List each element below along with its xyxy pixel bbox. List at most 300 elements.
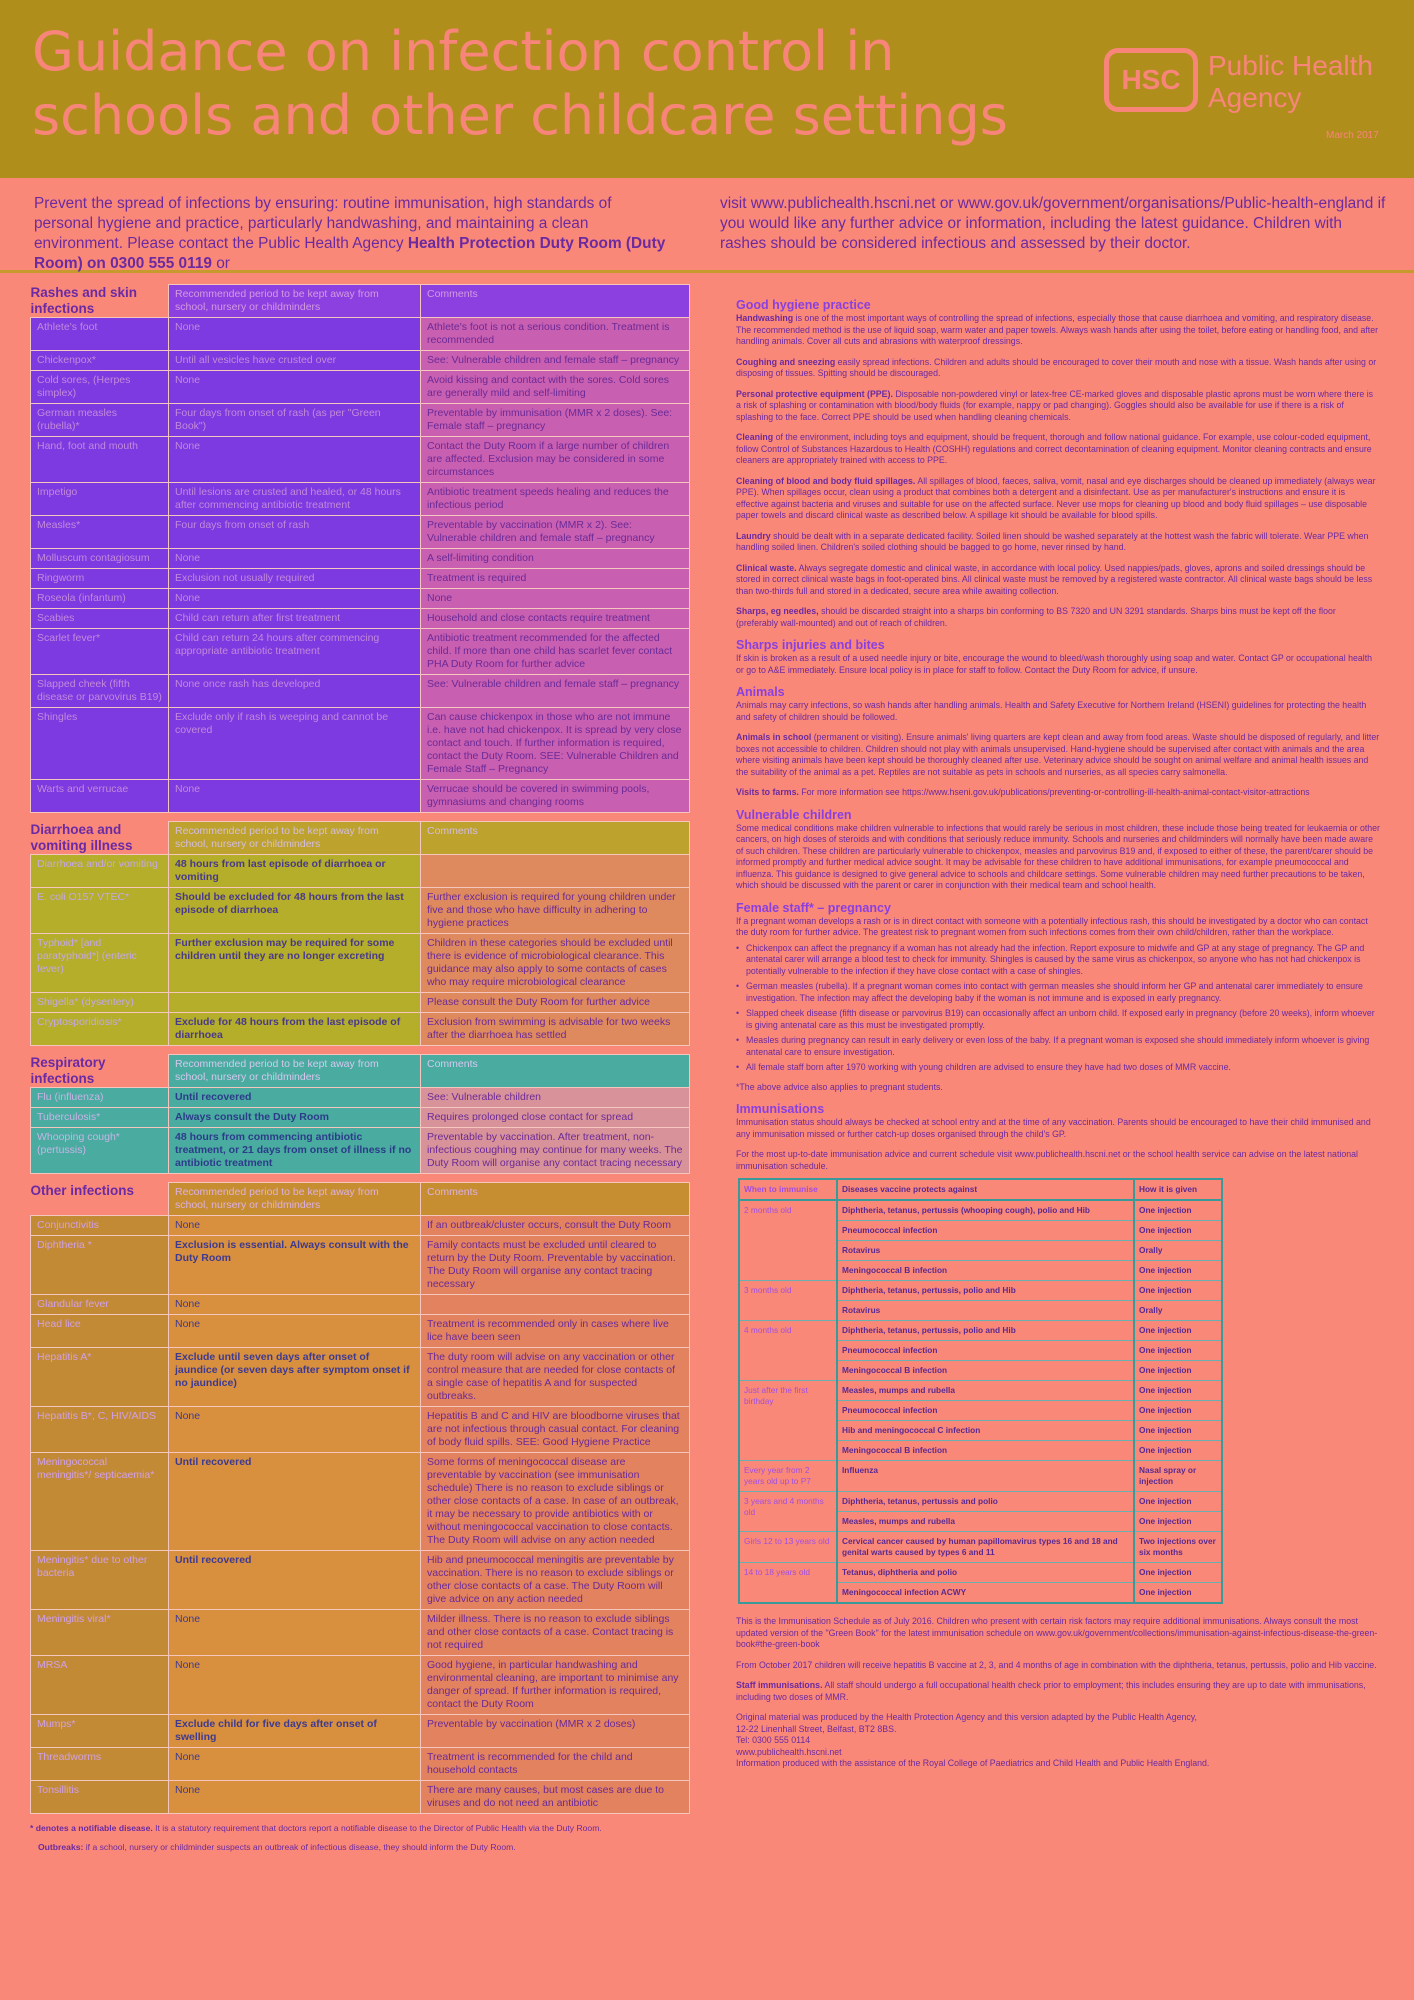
hsc-logo <box>1104 48 1384 124</box>
exclusion-period: None <box>169 1748 421 1781</box>
immunisation-row <box>739 1461 1222 1492</box>
column-header-comments: Comments <box>421 1055 690 1088</box>
infection-name: Cryptosporidiosis* <box>31 1013 169 1046</box>
header-banner <box>0 0 1414 178</box>
exclusion-period: None <box>169 589 421 609</box>
infection-name: Hand, foot and mouth <box>31 437 169 483</box>
pregnancy-bullet: • Slapped cheek disease (fifth disease or parvovirus B19) can occasionally affect an unborn child. If exposed early in pregnancy (before 20 weeks), inform whoever is giving antenatal care as this must be investigated promptly. <box>736 1008 1380 1031</box>
hygiene-paragraph <box>736 606 1380 629</box>
agency-name-line-2: Agency <box>1208 82 1302 113</box>
table-row <box>31 1295 690 1315</box>
exclusion-period: 48 hours from last episode of diarrhoea or vomiting <box>169 855 421 888</box>
vaccine-diseases: Diphtheria, tetanus, pertussis, polio and Hib <box>837 1321 1134 1341</box>
column-header-exclusion: Recommended period to be kept away from school, nursery or childminders <box>169 822 421 855</box>
table-row <box>31 1453 690 1551</box>
exclusion-period: None <box>169 1610 421 1656</box>
hygiene-paragraph-text: should be dealt with in a separate dedicated facility. Soiled linen should be washed separately at the hottest wash the fabric will tolerate. Wear PPE when handling soiled linen. Children's soiled clothing should be bagged to go home, never rinsed by hand. <box>736 530 1369 552</box>
infection-name: Meningitis viral* <box>31 1610 169 1656</box>
hygiene-paragraph-bold: Cleaning <box>736 432 774 442</box>
exclusion-period: None <box>169 549 421 569</box>
immunisation-age: Every year from 2 years old up to P7 <box>739 1461 837 1492</box>
exclusion-period: Until all vesicles have crusted over <box>169 351 421 371</box>
infection-name: Roseola (infantum) <box>31 589 169 609</box>
infection-name: Cold sores, (Herpes simplex) <box>31 371 169 404</box>
credits-line: Tel: 0300 555 0114 <box>736 1735 811 1745</box>
farm-visits-paragraph-bold: Visits to farms. <box>736 787 799 797</box>
table-row <box>31 1128 690 1174</box>
vaccine-diseases: Rotavirus <box>837 1241 1134 1261</box>
comments: See: Vulnerable children and female staff – pregnancy <box>421 351 690 371</box>
immunisation-age: 3 years and 4 months old <box>739 1492 837 1532</box>
infection-name: Shingles <box>31 708 169 780</box>
header-diseases: Diseases vaccine protects against <box>837 1179 1134 1200</box>
staff-immunisations-paragraph <box>736 1680 1380 1703</box>
comments: None <box>421 589 690 609</box>
comments: Preventable by vaccination. After treatment, non-infectious coughing may continue for many weeks. The Duty Room will organise any contact tracing necessary <box>421 1128 690 1174</box>
exclusion-period <box>169 993 421 1013</box>
vulnerable-children-paragraph <box>736 823 1380 892</box>
infection-name: Scarlet fever* <box>31 629 169 675</box>
infection-name: MRSA <box>31 1656 169 1715</box>
comments: Please consult the Duty Room for further advice <box>421 993 690 1013</box>
exclusion-period: Child can return after first treatment <box>169 609 421 629</box>
exclusion-period: Should be excluded for 48 hours from the last episode of diarrhoea <box>169 888 421 934</box>
infection-section <box>30 1182 690 1814</box>
infection-name: Hepatitis B*, C, HIV/AIDS <box>31 1407 169 1453</box>
column-header-exclusion: Recommended period to be kept away from school, nursery or childminders <box>169 285 421 318</box>
section-title: Rashes and skin infections <box>30 284 138 316</box>
hygiene-paragraph <box>736 531 1380 554</box>
comments: Household and close contacts require treatment <box>421 609 690 629</box>
comments: Exclusion from swimming is advisable for two weeks after the diarrhoea has settled <box>421 1013 690 1046</box>
table-row <box>31 780 690 813</box>
intro-text: Prevent the spread of infections by ensuring: routine immunisation, high standards of personal hygiene and practice, particularly handwashing, and maintaining a clean environment. Please contact the Public Health Agency <box>34 195 612 252</box>
infection-name: Flu (influenza) <box>31 1088 169 1108</box>
exclusion-period: Four days from onset of rash (as per "Green Book") <box>169 404 421 437</box>
vaccine-method: One injection <box>1134 1441 1222 1461</box>
infection-name: Warts and verrucae <box>31 780 169 813</box>
infection-name: Slapped cheek (fifth disease or parvovirus B19) <box>31 675 169 708</box>
exclusion-period: Until lesions are crusted and healed, or 48 hours after commencing antibiotic treatment <box>169 483 421 516</box>
hygiene-paragraph-text: All spillages of blood, faeces, saliva, vomit, nasal and eye discharges should be cleaned up immediately (always wear PPE). When spillages occur, clean using a product that combines both a detergent and a disinfectant. Use as per manufacturer's instructions and ensure it is effective against bacteria and viruses and suitable for use on the affected surface. Never use mops for cleaning up blood and body fluid spillages – use disposable paper towels and discard clinical waste as described below. A spillage kit should be available for blood spills. <box>736 475 1376 520</box>
hygiene-paragraph <box>736 476 1380 522</box>
animals-in-school-paragraph <box>736 732 1380 778</box>
vulnerable-children-paragraph-text: Some medical conditions make children vulnerable to infections that would rarely be serious in most children, these include those being treated for leukaemia or other cancers, on high doses of steroids and with conditions that seriously reduce immunity. Schools and nurseries and childminders will normally have been made aware of such children. These children are particularly vulnerable to chickenpox, measles and parvovirus B19 and, if exposed to either of these, the parent/carer should be informed promptly and further medical advice sought. It may be advisable for these children to have additional immunisations, for example pneumococcal and influenza. This guidance is designed to give general advice to schools and childcare settings. Some vulnerable children may need further precautions to be taken, which should be discussed with the parent or carer in conjunction with their medical team and school health. <box>736 822 1380 890</box>
animals-paragraph-text: Animals may carry infections, so wash hands after handling animals. Health and Safety Executive for Northern Ireland (HSENI) guidelines for protecting the health and safety of children should be followed. <box>736 700 1367 722</box>
table-row <box>31 629 690 675</box>
staff-immunisations-paragraph-text: All staff should undergo a full occupational health check prior to employment; this includes ensuring they are up to date with immunisations, including two doses of MMR. <box>736 1680 1366 1702</box>
exclusion-period: Exclude until seven days after onset of jaundice (or seven days after symptom onset if no jaundice) <box>169 1348 421 1407</box>
table-row <box>31 569 690 589</box>
hygiene-paragraph-text: of the environment, including toys and equipment, should be frequent, thorough and follow national guidance. For example, use colour-coded equipment, follow Control of Substances Hazardous to Health (COSHH) regulations and correct decontamination of cleaning equipment. Monitor cleaning contracts and ensure cleaners are appropriately trained with access to PPE. <box>736 432 1372 465</box>
comments: See: Vulnerable children <box>421 1088 690 1108</box>
table-row <box>31 1315 690 1348</box>
exclusion-period: Exclusion not usually required <box>169 569 421 589</box>
agency-name-line-1: Public Health <box>1208 50 1373 81</box>
vaccine-method: One injection <box>1134 1583 1222 1604</box>
table-header-row <box>31 285 690 318</box>
immunisation-table <box>738 1178 1223 1604</box>
comments: There are many causes, but most cases are due to viruses and do not need an antibiotic <box>421 1781 690 1814</box>
vaccine-method: Orally <box>1134 1241 1222 1261</box>
table-row <box>31 993 690 1013</box>
vaccine-method: One injection <box>1134 1512 1222 1532</box>
farm-visits-paragraph <box>736 787 1380 799</box>
table-row <box>31 1348 690 1407</box>
immunisation-age: 3 months old <box>739 1281 837 1321</box>
comments: Milder illness. There is no reason to exclude siblings and other close contacts of a case. Contact tracing is not required <box>421 1610 690 1656</box>
section-title: Respiratory infections <box>30 1054 106 1086</box>
animals-paragraph <box>736 700 1380 723</box>
credits-line: www.publichealth.hscni.net <box>736 1746 842 1757</box>
immunisation-age: 4 months old <box>739 1321 837 1381</box>
comments: Treatment is recommended for the child and household contacts <box>421 1748 690 1781</box>
comments: Treatment is required <box>421 569 690 589</box>
infection-name: Scabies <box>31 609 169 629</box>
heading-sharps: Sharps injuries and bites <box>736 638 885 652</box>
column-header-comments: Comments <box>421 822 690 855</box>
vaccine-method: One injection <box>1134 1563 1222 1583</box>
hygiene-paragraph <box>736 389 1380 424</box>
infection-tables <box>30 284 690 1854</box>
hygiene-paragraph-bold: Sharps, eg needles, <box>736 606 819 616</box>
vaccine-diseases: Hib and meningococcal C infection <box>837 1421 1134 1441</box>
comments: Can cause chickenpox in those who are not immune i.e. have not had chickenpox. It is spread by very close contact and touch. If further information is required, contact the Duty Room. SEE: Vulnerable Children and Female Staff – Pregnancy <box>421 708 690 780</box>
comments: A self-limiting condition <box>421 549 690 569</box>
hygiene-paragraph-text: is one of the most important ways of controlling the spread of infections, especially those that cause diarrhoea and vomiting, and respiratory disease. The recommended method is the use of liquid soap, warm water and paper towels. Always wash hands after using the toilet, before eating or handling food, and after handling animals. Cover all cuts and abrasions with waterproof dressings. <box>736 313 1379 346</box>
exclusion-period: Exclude child for five days after onset of swelling <box>169 1715 421 1748</box>
exclusion-period: None once rash has developed <box>169 675 421 708</box>
title-line-2: schools and other childcare settings <box>32 84 1008 147</box>
vaccine-method: One injection <box>1134 1381 1222 1401</box>
table-row <box>31 855 690 888</box>
immunisation-age: 2 months old <box>739 1200 837 1281</box>
table-row <box>31 1216 690 1236</box>
vaccine-method: One injection <box>1134 1321 1222 1341</box>
exclusion-period: Until recovered <box>169 1088 421 1108</box>
exclusion-period: Always consult the Duty Room <box>169 1108 421 1128</box>
infection-name: German measles (rubella)* <box>31 404 169 437</box>
publication-date: March 2017 <box>1326 130 1379 141</box>
hygiene-paragraph-bold: Personal protective equipment (PPE). <box>736 388 893 399</box>
table-row <box>31 934 690 993</box>
immunisation-header-row <box>739 1179 1222 1200</box>
infection-name: Mumps* <box>31 1715 169 1748</box>
hygiene-paragraph-bold: Handwashing <box>736 313 794 323</box>
infection-table <box>30 284 690 813</box>
comments: Preventable by vaccination (MMR x 2). See: Vulnerable children and female staff – pregnancy <box>421 516 690 549</box>
notifiable-note <box>30 1822 690 1835</box>
intro-section <box>0 178 1414 273</box>
vaccine-method: One injection <box>1134 1281 1222 1301</box>
exclusion-period: Exclusion is essential. Always consult with the Duty Room <box>169 1236 421 1295</box>
vaccine-diseases: Rotavirus <box>837 1301 1134 1321</box>
students-note: *The above advice also applies to pregnant students. <box>736 1081 943 1092</box>
column-header-comments: Comments <box>421 1183 690 1216</box>
hygiene-paragraph-text: easily spread infections. Children and adults should be encouraged to cover their mouth and nose with a tissue. Wash hands after using or disposing of tissues. Spitting should be discouraged. <box>736 356 1377 378</box>
hygiene-paragraph-text: Always segregate domestic and clinical waste, in accordance with local policy. Used nappies/pads, gloves, aprons and soiled dressings should be stored in correct clinical waste bags in foot-operated bins. All clinical waste must be removed by a registered waste contractor. All clinical waste bags should be less than two-thirds full and stored in a dedicated, secure area while awaiting collection. <box>736 562 1373 596</box>
hygiene-paragraph <box>736 563 1380 598</box>
comments: Athlete's foot is not a serious condition. Treatment is recommended <box>421 318 690 351</box>
duty-room-phone: Health Protection Duty Room (Duty Room) on 0300 555 0119 <box>34 235 666 272</box>
vaccine-method: One injection <box>1134 1421 1222 1441</box>
infection-name: Glandular fever <box>31 1295 169 1315</box>
section-title: Other infections <box>30 1182 135 1198</box>
exclusion-period: Until recovered <box>169 1453 421 1551</box>
infection-name: Ringworm <box>31 569 169 589</box>
table-row <box>31 1781 690 1814</box>
immunisation-row <box>739 1200 1222 1221</box>
female-staff-paragraph: If a pregnant woman develops a rash or is in direct contact with someone with a potentially infectious rash, this should be investigated by a doctor who can contact the duty room for further advice. The greatest risk to pregnant women from such infections comes from their own child/children, rather than the workplace. <box>736 915 1368 937</box>
heading-immunisations: Immunisations <box>736 1102 825 1116</box>
heading-good-hygiene: Good hygiene practice <box>736 298 871 312</box>
vaccine-method: One injection <box>1134 1401 1222 1421</box>
vaccine-diseases: Pneumococcal infection <box>837 1401 1134 1421</box>
outbreaks-note-bold: Outbreaks: <box>38 1842 84 1852</box>
intro-text-or: or <box>211 255 230 272</box>
table-header-row <box>31 1183 690 1216</box>
hygiene-paragraph <box>736 357 1380 380</box>
infection-name: Diarrhoea and/or vomiting <box>31 855 169 888</box>
exclusion-period: None <box>169 780 421 813</box>
vaccine-diseases: Measles, mumps and rubella <box>837 1381 1134 1401</box>
exclusion-period: None <box>169 1407 421 1453</box>
farm-visits-paragraph-text: For more information see https://www.hseni.gov.uk/publications/preventing-or-controlling-ill-health-animal-contact-visitor-attractions <box>798 787 1310 797</box>
infection-section <box>30 284 690 813</box>
table-row <box>31 1715 690 1748</box>
exclusion-period: Four days from onset of rash <box>169 516 421 549</box>
infection-table <box>30 821 690 1046</box>
hygiene-paragraph-text: Disposable non-powdered vinyl or latex-free CE-marked gloves and disposable plastic aprons must be worn where there is a risk of splashing or contamination with blood/body fluids (for example, nappy or pad changing). Goggles should also be available for use if there is a risk of splashing to the face. Correct PPE should be used when handling cleaning chemicals. <box>736 388 1374 422</box>
notifiable-note-text: It is a statutory requirement that doctors report a notifiable disease to the Director of Public Health via the Duty Room. <box>152 1823 602 1833</box>
exclusion-period: None <box>169 1216 421 1236</box>
immunisation-paragraph: Immunisation status should always be checked at school entry and at the time of any vaccination. Parents should be encouraged to have their child immunised and any immunisation missed or further catch-up doses organised through the child's GP. <box>736 1117 1371 1139</box>
vaccine-diseases: Meningococcal infection ACWY <box>837 1583 1134 1604</box>
comments <box>421 855 690 888</box>
credits-line: Information produced with the assistance of the Royal College of Paediatrics and Child Health and Public Health England. <box>736 1758 1210 1768</box>
comments: Hib and pneumococcal meningitis are preventable by vaccination. There is no reason to exclude siblings or other close contacts of a case. The Duty Room will give advice on any action needed <box>421 1551 690 1610</box>
exclusion-period: None <box>169 1295 421 1315</box>
comments: Hepatitis B and C and HIV are bloodborne viruses that are not infectious through casual contact. For cleaning of body fluid spills. SEE: Good Hygiene Practice <box>421 1407 690 1453</box>
exclusion-period: None <box>169 1656 421 1715</box>
exclusion-period: None <box>169 437 421 483</box>
credits-line: Original material was produced by the Health Protection Agency and this version adapted by the Public Health Agency, <box>736 1712 1197 1722</box>
table-header-row <box>31 1055 690 1088</box>
animals-in-school-paragraph-text: (permanent or visiting). Ensure animals' living quarters are kept clean and away from food areas. Waste should be disposed of regularly, and litter boxes not accessible to children. Children should not play with animals unsupervised. Hand-hygiene should be supervised after contact with animals and the area where visiting animals have been kept should be thoroughly cleaned after use. Veterinary advice should be sought on animal welfare and animal health issues and the suitability of the animal as a pet. Reptiles are not suitable as pets in schools and nurseries, as all species carry salmonella. <box>736 732 1380 777</box>
table-header-row <box>31 822 690 855</box>
exclusion-period: 48 hours from commencing antibiotic treatment, or 21 days from onset of illness if no antibiotic treatment <box>169 1128 421 1174</box>
vaccine-method: One injection <box>1134 1221 1222 1241</box>
table-row <box>31 1013 690 1046</box>
vaccine-diseases: Pneumococcal infection <box>837 1341 1134 1361</box>
intro-left <box>34 194 674 274</box>
comments: Family contacts must be excluded until cleared to return by the Duty Room. Preventable by vaccination. The Duty Room will organise any contact tracing necessary <box>421 1236 690 1295</box>
column-header-exclusion: Recommended period to be kept away from school, nursery or childminders <box>169 1183 421 1216</box>
vaccine-diseases: Meningococcal B infection <box>837 1361 1134 1381</box>
guidance-column <box>736 292 1380 1770</box>
exclusion-period: Exclude for 48 hours from the last episode of diarrhoea <box>169 1013 421 1046</box>
immunisation-age: Just after the first birthday <box>739 1381 837 1461</box>
immunisation-row <box>739 1532 1222 1563</box>
table-row <box>31 708 690 780</box>
infection-name: Chickenpox* <box>31 351 169 371</box>
intro-right: visit www.publichealth.hscni.net or www.gov.uk/government/organisations/Public-health-england if you would like any further advice or information, including the latest guidance. Children with rashes should be considered infectious and assessed by their doctor. <box>720 195 1386 252</box>
notifiable-note-bold: * denotes a notifiable disease. <box>30 1823 153 1833</box>
infection-name: Typhoid* [and paratyphoid*] (enteric fever) <box>31 934 169 993</box>
vaccine-diseases: Tetanus, diphtheria and polio <box>837 1563 1134 1583</box>
comments: Treatment is recommended only in cases where live lice have been seen <box>421 1315 690 1348</box>
table-row <box>31 609 690 629</box>
vaccine-method: Orally <box>1134 1301 1222 1321</box>
table-row <box>31 1610 690 1656</box>
schedule-note: This is the Immunisation Schedule as of July 2016. Children who present with certain risk factors may require additional immunisations. Always consult the most updated version of the "Green Book" for the latest immunisation schedule on www.gov.uk/government/collections/immunisation-against-infectious-disease-the-green-book#the-green-book <box>736 1616 1378 1649</box>
immunisation-schedule-link: For the most up-to-date immunisation advice and current schedule visit www.publichealth.hscni.net or the school health service can advise on the latest national immunisation schedule. <box>736 1149 1358 1171</box>
comments: Children in these categories should be excluded until there is evidence of microbiological clearance. This guidance may also apply to some contacts of cases who may require microbiological clearance <box>421 934 690 993</box>
vaccine-diseases: Pneumococcal infection <box>837 1221 1134 1241</box>
hygiene-paragraph-bold: Laundry <box>736 530 771 541</box>
staff-immunisations-paragraph-bold: Staff immunisations. <box>736 1680 823 1690</box>
table-row <box>31 675 690 708</box>
comments: Verrucae should be covered in swimming pools, gymnasiums and changing rooms <box>421 780 690 813</box>
infection-section <box>30 821 690 1046</box>
table-row <box>31 318 690 351</box>
comments: Some forms of meningococcal disease are preventable by vaccination (see immunisation schedule) There is no reason to exclude siblings or other close contacts of a case. In case of an outbreak, it may be necessary to provide antibiotics with or without meningococcal vaccination to close contacts. The Duty Room will advise on any action needed <box>421 1453 690 1551</box>
immunisation-age: 14 to 18 years old <box>739 1563 837 1604</box>
comments <box>421 1295 690 1315</box>
pregnancy-bullet: • All female staff born after 1970 working with young children are advised to ensure they have had two doses of MMR vaccine. <box>736 1062 1380 1074</box>
page-title <box>32 20 1052 148</box>
infection-name: Molluscum contagiosum <box>31 549 169 569</box>
table-row <box>31 589 690 609</box>
table-row <box>31 1088 690 1108</box>
immunisation-age: Girls 12 to 13 years old <box>739 1532 837 1563</box>
table-row <box>31 1407 690 1453</box>
exclusion-period: Further exclusion may be required for some children until they are no longer excreting <box>169 934 421 993</box>
heading-female-staff: Female staff* – pregnancy <box>736 900 891 915</box>
vaccine-method: Nasal spray or injection <box>1134 1461 1222 1492</box>
infection-table <box>30 1182 690 1814</box>
header-when: When to immunise <box>739 1179 837 1200</box>
exclusion-period: Until recovered <box>169 1551 421 1610</box>
hsc-logo-mark: HSC <box>1104 48 1198 112</box>
vaccine-diseases: Meningococcal B infection <box>837 1261 1134 1281</box>
table-row <box>31 1236 690 1295</box>
sharps-paragraph <box>736 653 1380 676</box>
infection-name: E. coli O157 VTEC* <box>31 888 169 934</box>
table-row <box>31 351 690 371</box>
outbreaks-note <box>30 1841 690 1854</box>
comments: Further exclusion is required for young children under five and those who have difficulty in adhering to hygiene practices <box>421 888 690 934</box>
table-row <box>31 888 690 934</box>
vaccine-method: One injection <box>1134 1361 1222 1381</box>
vaccine-method: One injection <box>1134 1492 1222 1512</box>
vaccine-diseases: Influenza <box>837 1461 1134 1492</box>
footnotes <box>30 1822 690 1854</box>
hygiene-paragraph <box>736 432 1380 467</box>
immunisation-row <box>739 1321 1222 1341</box>
heading-vulnerable-children: Vulnerable children <box>736 807 852 822</box>
table-row <box>31 404 690 437</box>
comments: The duty room will advise on any vaccination or other control measure that are needed for close contacts of a single case of hepatitis A and for suspected outbreaks. <box>421 1348 690 1407</box>
immunisation-row <box>739 1381 1222 1401</box>
infection-name: Measles* <box>31 516 169 549</box>
infection-name: Meningococcal meningitis*/ septicaemia* <box>31 1453 169 1551</box>
vaccine-diseases: Diphtheria, tetanus, pertussis, polio and Hib <box>837 1281 1134 1301</box>
vaccine-diseases: Diphtheria, tetanus, pertussis and polio <box>837 1492 1134 1512</box>
hygiene-paragraph-bold: Clinical waste. <box>736 562 797 573</box>
infection-section <box>30 1054 690 1174</box>
comments: Contact the Duty Room if a large number of children are affected. Exclusion may be considered in some circumstances <box>421 437 690 483</box>
credits <box>736 1712 1380 1770</box>
pregnancy-bullet: • Measles during pregnancy can result in early delivery or even loss of the baby. If a pregnant woman is exposed she should immediately inform whoever is giving antenatal care to ensure investigation. <box>736 1035 1380 1058</box>
comments: Antibiotic treatment recommended for the affected child. If more than one child has scarlet fever contact PHA Duty Room for further advice <box>421 629 690 675</box>
infection-name: Conjunctivitis <box>31 1216 169 1236</box>
exclusion-period: None <box>169 371 421 404</box>
title-line-1: Guidance on infection control in <box>32 20 895 83</box>
comments: Preventable by immunisation (MMR x 2 doses). See: Female staff – pregnancy <box>421 404 690 437</box>
table-row <box>31 549 690 569</box>
vaccine-diseases: Measles, mumps and rubella <box>837 1512 1134 1532</box>
agency-name <box>1208 50 1373 114</box>
table-row <box>31 1551 690 1610</box>
comments: Good hygiene, in particular handwashing and environmental cleaning, are important to minimise any danger of spread. If further information is required, contact the Duty Room <box>421 1656 690 1715</box>
exclusion-period: None <box>169 318 421 351</box>
pregnancy-bullets <box>736 943 1380 1074</box>
vaccine-diseases: Meningococcal B infection <box>837 1441 1134 1461</box>
infection-name: Tonsillitis <box>31 1781 169 1814</box>
pregnancy-bullet: • German measles (rubella). If a pregnant woman comes into contact with german measles she should inform her GP and antenatal carer immediately to ensure investigation. The infection may affect the developing baby if the woman is not immune and is exposed in early pregnancy. <box>736 981 1380 1004</box>
table-row <box>31 371 690 404</box>
heading-animals: Animals <box>736 685 785 699</box>
animals-in-school-paragraph-bold: Animals in school <box>736 732 812 742</box>
vaccine-diseases: Cervical cancer caused by human papillomavirus types 16 and 18 and genital warts caused by types 6 and 11 <box>837 1532 1134 1563</box>
infection-name: Shigella* (dysentery) <box>31 993 169 1013</box>
table-row <box>31 516 690 549</box>
infection-name: Athlete's foot <box>31 318 169 351</box>
comments: If an outbreak/cluster occurs, consult the Duty Room <box>421 1216 690 1236</box>
comments: See: Vulnerable children and female staff – pregnancy <box>421 675 690 708</box>
vaccine-method: One injection <box>1134 1261 1222 1281</box>
credits-line: 12-22 Linenhall Street, Belfast, BT2 8BS. <box>736 1723 897 1734</box>
table-row <box>31 1748 690 1781</box>
infection-table <box>30 1054 690 1174</box>
hygiene-paragraph-bold: Coughing and sneezing <box>736 356 836 367</box>
section-title: Diarrhoea and vomiting illness <box>30 821 133 853</box>
infection-name: Head lice <box>31 1315 169 1348</box>
exclusion-period: Exclude only if rash is weeping and cannot be covered <box>169 708 421 780</box>
immunisation-row <box>739 1492 1222 1512</box>
infection-name: Diphtheria * <box>31 1236 169 1295</box>
infection-name: Tuberculosis* <box>31 1108 169 1128</box>
header-how: How it is given <box>1134 1179 1222 1200</box>
infection-name: Impetigo <box>31 483 169 516</box>
table-row <box>31 1656 690 1715</box>
hepatitis-b-note: From October 2017 children will receive hepatitis B vaccine at 2, 3, and 4 months of age in combination with the diphtheria, tetanus, pertussis, polio and Hib vaccine. <box>736 1659 1377 1670</box>
comments: Preventable by vaccination (MMR x 2 doses) <box>421 1715 690 1748</box>
exclusion-period: None <box>169 1781 421 1814</box>
comments: Requires prolonged close contact for spread <box>421 1108 690 1128</box>
hygiene-paragraph-text: should be discarded straight into a sharps bin conforming to BS 7320 and UN 3291 standards. Sharps bins must be kept off the floor (preferably wall-mounted) and out of reach of children. <box>736 606 1336 628</box>
column-header-exclusion: Recommended period to be kept away from school, nursery or childminders <box>169 1055 421 1088</box>
infection-name: Whooping cough* (pertussis) <box>31 1128 169 1174</box>
vaccine-diseases: Diphtheria, tetanus, pertussis (whooping cough), polio and Hib <box>837 1200 1134 1221</box>
comments: Avoid kissing and contact with the sores. Cold sores are generally mild and self-limiting <box>421 371 690 404</box>
outbreaks-note-text: if a school, nursery or childminder suspects an outbreak of infectious disease, they should inform the Duty Room. <box>83 1842 516 1852</box>
vaccine-method: One injection <box>1134 1200 1222 1221</box>
hygiene-paragraph <box>736 313 1380 348</box>
infection-name: Meningitis* due to other bacteria <box>31 1551 169 1610</box>
infection-name: Threadworms <box>31 1748 169 1781</box>
